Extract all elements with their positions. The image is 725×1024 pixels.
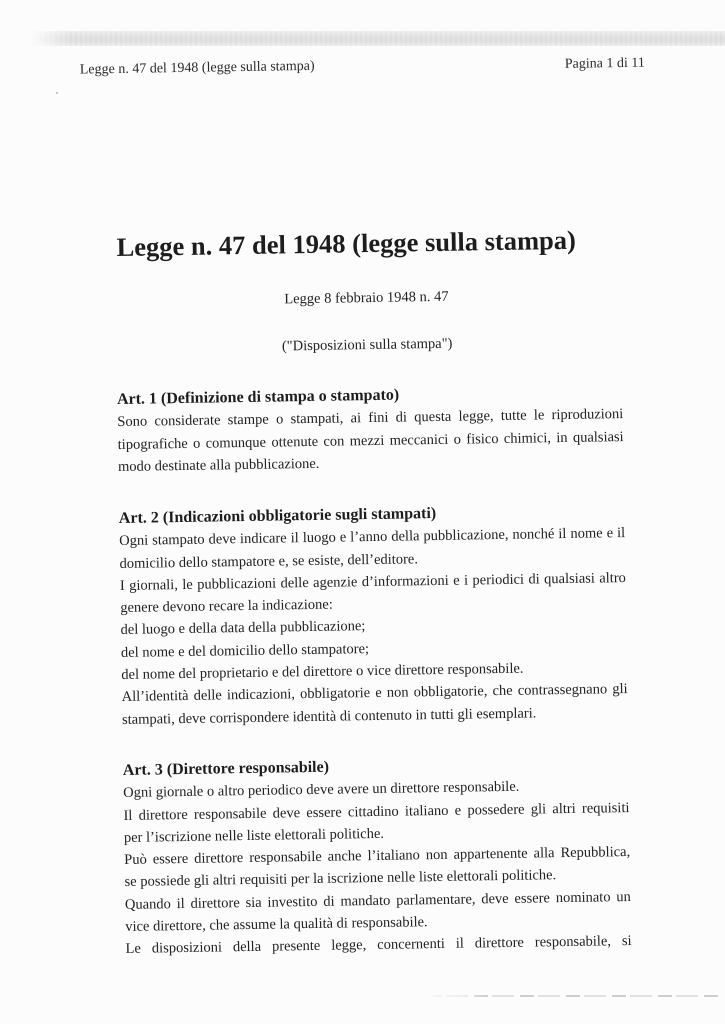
text-line: del luogo e della data della pubblicazione;	[120, 618, 366, 639]
text-line: tipografiche o comunque ottenute con mezzi meccanici o fisico chimici, in qualsiasi	[117, 428, 624, 453]
law-subject: ("Disposizioni sulla stampa")	[281, 335, 453, 355]
text-line: Sono considerate stampe o stampati, ai fini di questa legge, tutte le riproduzioni	[117, 406, 624, 431]
paragraph	[119, 522, 626, 575]
article-heading: Art. 2 (Indicazioni obbligatorie sugli stampati)	[118, 505, 437, 527]
article-1	[117, 381, 624, 478]
scan-speck	[56, 92, 58, 94]
text-line: Le disposizioni della presente legge, concernenti il direttore responsabile, si	[125, 933, 632, 958]
paragraph	[125, 886, 632, 939]
paragraph	[124, 841, 631, 894]
text-line: stampati, deve corrispondere identità di contenuto in tutti gli esemplari.	[121, 705, 537, 728]
scan-edge-line	[428, 995, 722, 997]
text-line: per l’iscrizione nelle liste elettorali politiche.	[123, 825, 385, 846]
article-heading: Art. 3 (Direttore responsabile)	[122, 758, 330, 779]
text-line: genere devono recare la indicazione:	[120, 596, 333, 617]
text-line: del nome del proprietario e del direttore o vice direttore responsabile.	[121, 660, 524, 684]
text-line: Il direttore responsabile deve essere cittadino italiano e possedere gli altri requisiti	[123, 799, 630, 824]
text-line: modo destinate alla pubblicazione.	[117, 455, 320, 475]
law-date-line: Legge 8 febbraio 1948 n. 47	[284, 288, 449, 308]
paragraph	[120, 567, 627, 620]
running-header-title: Legge n. 47 del 1948 (legge sulla stampa)	[79, 58, 315, 78]
text-line: se possiede gli altri requisiti per la iscrizione nelle liste elettorali politiche.	[124, 867, 557, 891]
page-indicator: Pagina 1 di 11	[564, 55, 645, 72]
text-line: del nome e del domicilio dello stampatore;	[120, 640, 370, 661]
text-line: Ogni stampato deve indicare il luogo e l’anno della pubblicazione, nonché il nome e il	[119, 525, 626, 550]
paragraph	[123, 797, 630, 850]
article-3	[123, 752, 632, 961]
text-line: I giornali, le pubblicazioni delle agenzie d’informazioni e i periodici di qualsiasi altro	[119, 569, 626, 594]
scan-shadow-band	[30, 31, 725, 46]
text-line: Ogni giornale o altro periodico deve avere un direttore responsabile.	[123, 779, 520, 802]
text-line: vice direttore, che assume la qualità di responsabile.	[125, 914, 428, 936]
text-line: Può essere direttore responsabile anche l’italiano non appartenente alla Repubblica,	[124, 844, 631, 869]
text-line: domicilio dello stampatore e, se esiste, dell’editore.	[119, 550, 419, 572]
document-title: Legge n. 47 del 1948 (legge sulla stampa)	[116, 224, 577, 262]
text-line: Quando il direttore sia investito di mandato parlamentare, deve essere nominato un	[124, 888, 631, 913]
article-heading: Art. 1 (Definizione di stampa o stampato)	[116, 386, 400, 408]
article-2	[119, 500, 628, 731]
text-line: All’identità delle indicazioni, obbligatorie e non obbligatorie, che contrassegnano gli	[121, 681, 628, 706]
paragraph	[117, 403, 624, 478]
paragraph	[121, 678, 628, 731]
